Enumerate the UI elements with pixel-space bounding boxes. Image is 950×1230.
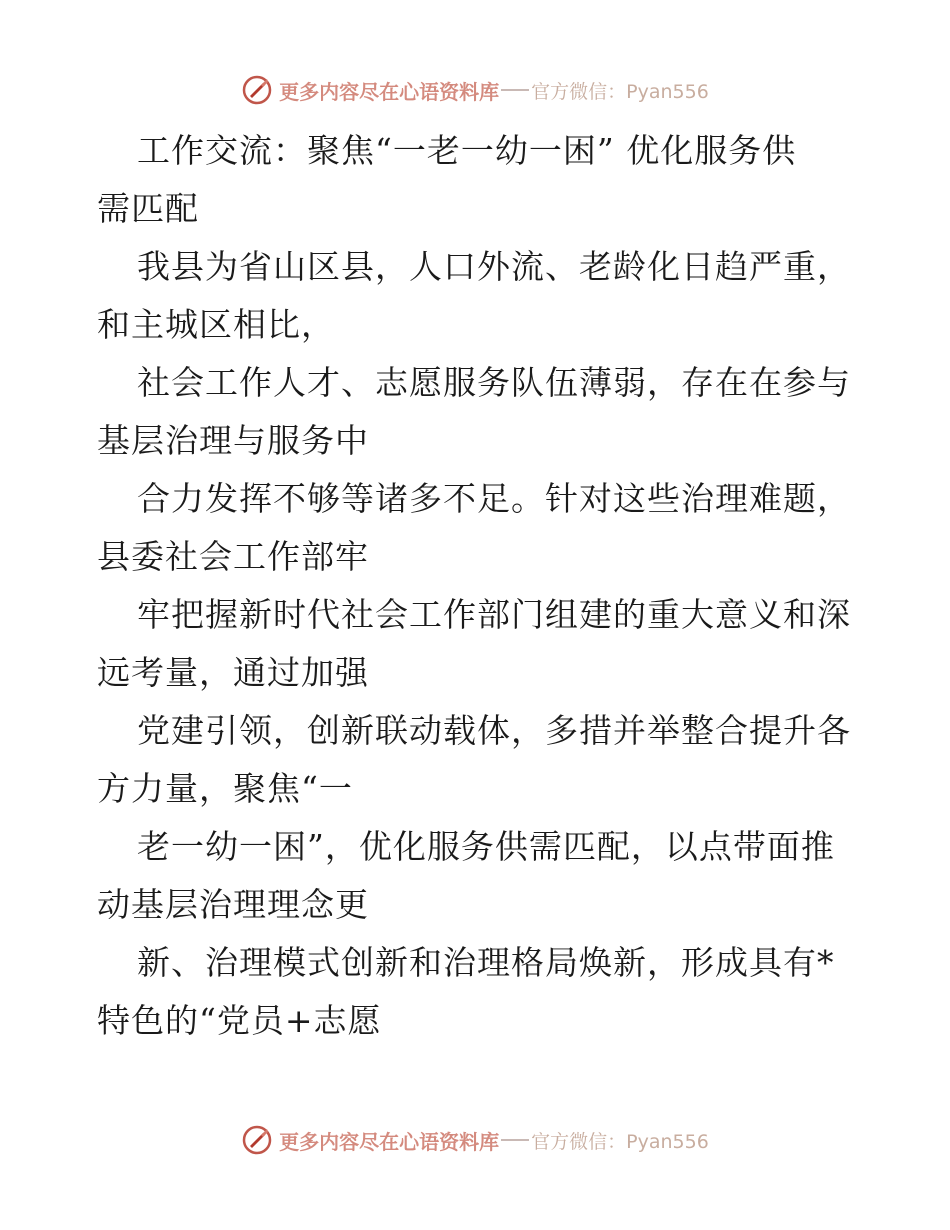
watermark-wechat-text: 官方微信：Pyan556	[531, 1130, 709, 1153]
watermark-main-text: 更多内容尽在心语资料库	[279, 79, 500, 104]
footer-watermark	[0, 1120, 950, 1160]
quill-logo-icon	[241, 1124, 273, 1156]
text-line: 牢把握新时代社会工作部门组建的重大意义和深	[137, 595, 851, 634]
quill-logo-icon	[241, 74, 273, 106]
document-body	[97, 122, 857, 1050]
text-line: 远考量，通过加强	[97, 653, 369, 692]
watermark-main-text: 更多内容尽在心语资料库	[279, 1129, 500, 1154]
text-line: 动基层治理理念更	[97, 885, 369, 924]
watermark-divider	[501, 1139, 529, 1141]
header-watermark	[0, 70, 950, 110]
text-line: 基层治理与服务中	[97, 421, 369, 460]
watermark-divider	[501, 89, 529, 91]
text-line: 党建引领，创新联动载体，多措并举整合提升各	[137, 711, 851, 750]
text-line: 合力发挥不够等诸多不足。针对这些治理难题，	[137, 479, 851, 518]
text-line: 县委社会工作部牢	[97, 537, 369, 576]
text-line: 方力量，聚焦“一	[97, 769, 353, 808]
text-line: 和主城区相比，	[97, 305, 335, 344]
text-line: 我县为省山区县，人口外流、老龄化日趋严重，	[137, 247, 851, 286]
text-line: 老一幼一困”，优化服务供需匹配，以点带面推	[137, 827, 835, 866]
text-line: 需匹配	[97, 189, 199, 228]
text-line: 工作交流：聚焦“一老一幼一困” 优化服务供	[137, 131, 797, 170]
text-line: 新、治理模式创新和治理格局焕新，形成具有*	[137, 943, 835, 982]
text-line: 社会工作人才、志愿服务队伍薄弱，存在在参与	[137, 363, 851, 402]
watermark-wechat-text: 官方微信：Pyan556	[531, 80, 709, 103]
text-line: 特色的“党员+志愿	[97, 1001, 382, 1040]
